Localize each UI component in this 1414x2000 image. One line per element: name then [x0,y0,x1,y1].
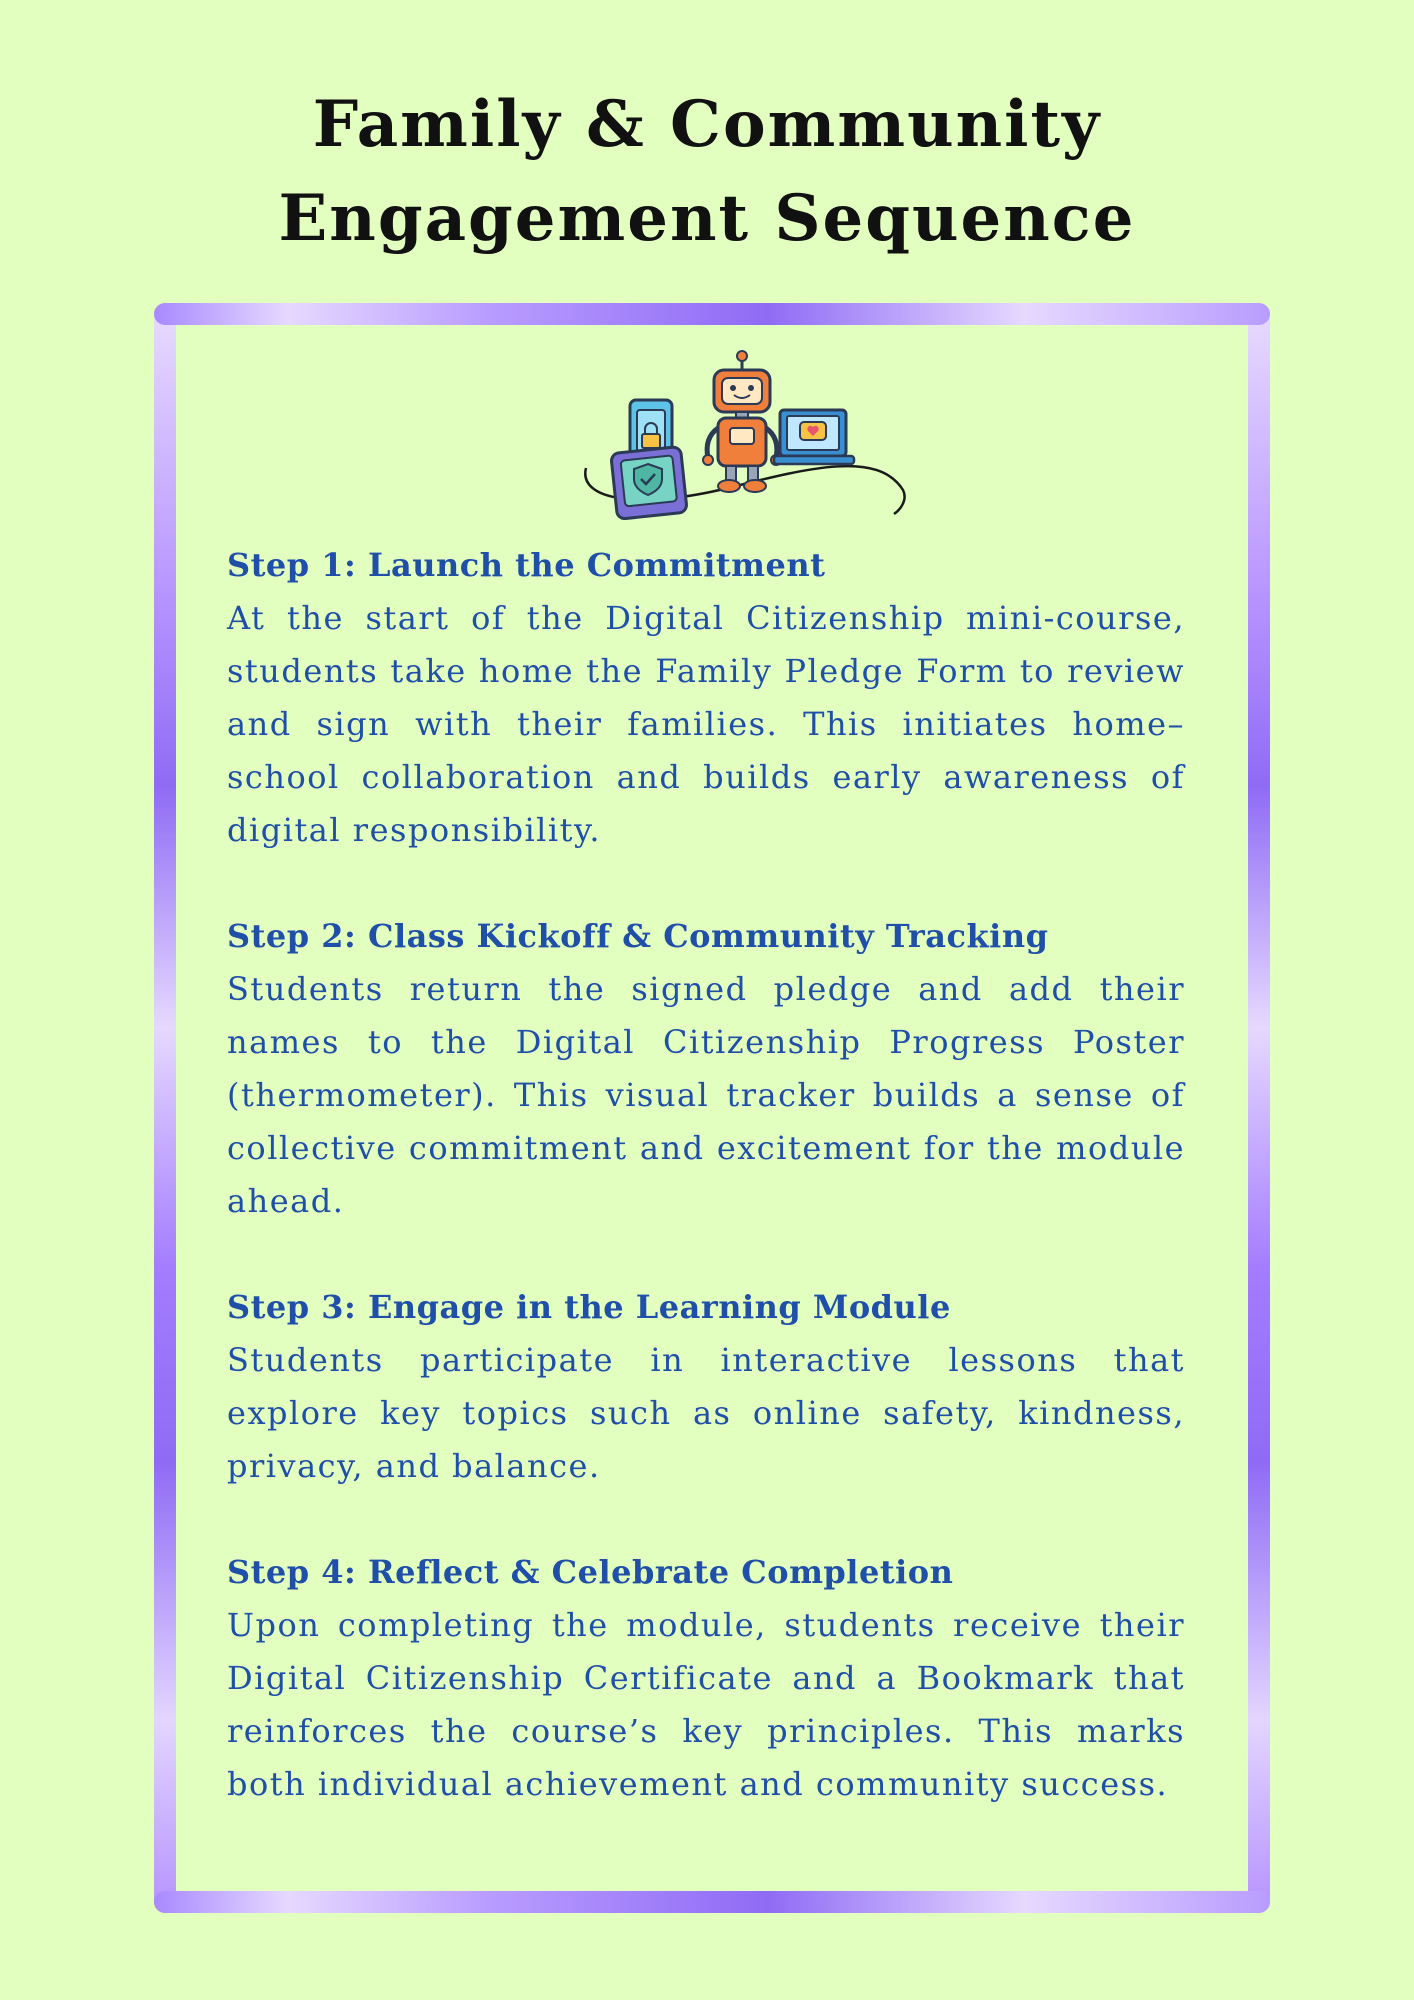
step-item [227,910,1185,1228]
step-description: At the start of the Digital Citizenship mini-course, students take home the Family Pledge Form to review and sign with their families. This initiates home–school collaboration and builds early awareness of digital responsibility. [227,599,1185,849]
page-title [0,78,1414,266]
content-panel [176,325,1248,1891]
step-item [227,1546,1185,1811]
step-title: Step 4: Reflect & Celebrate Completion [227,1553,954,1591]
step-description: Students return the signed pledge and add their names to the Digital Citizenship Progress Poster (thermometer). This visual tracker builds a sense of collective commitment and excitement for the module ahead. [227,970,1185,1220]
step-description: Students participate in interactive lessons that explore key topics such as online safety, kindness, privacy, and balance. [227,1341,1185,1485]
step-title: Step 1: Launch the Commitment [227,546,826,584]
frame-top-border [154,303,1270,325]
page-title-line-2: Engagement Sequence [278,181,1136,256]
step-item [227,539,1185,857]
lock-icon [642,434,660,448]
frame-bottom-border [154,1891,1270,1913]
step-item [227,1281,1185,1493]
robot-with-devices-icon [578,350,908,520]
step-title: Step 2: Class Kickoff & Community Tracking [227,917,1049,955]
step-description: Upon completing the module, students receive their Digital Citizenship Certificate and a Bookmark that reinforces the course’s key principles. This marks both individual achievement and community success. [227,1606,1185,1803]
page-title-line-1: Family & Community [312,87,1102,162]
steps-list [227,539,1185,1864]
content-frame [154,303,1270,1913]
step-title: Step 3: Engage in the Learning Module [227,1288,951,1326]
